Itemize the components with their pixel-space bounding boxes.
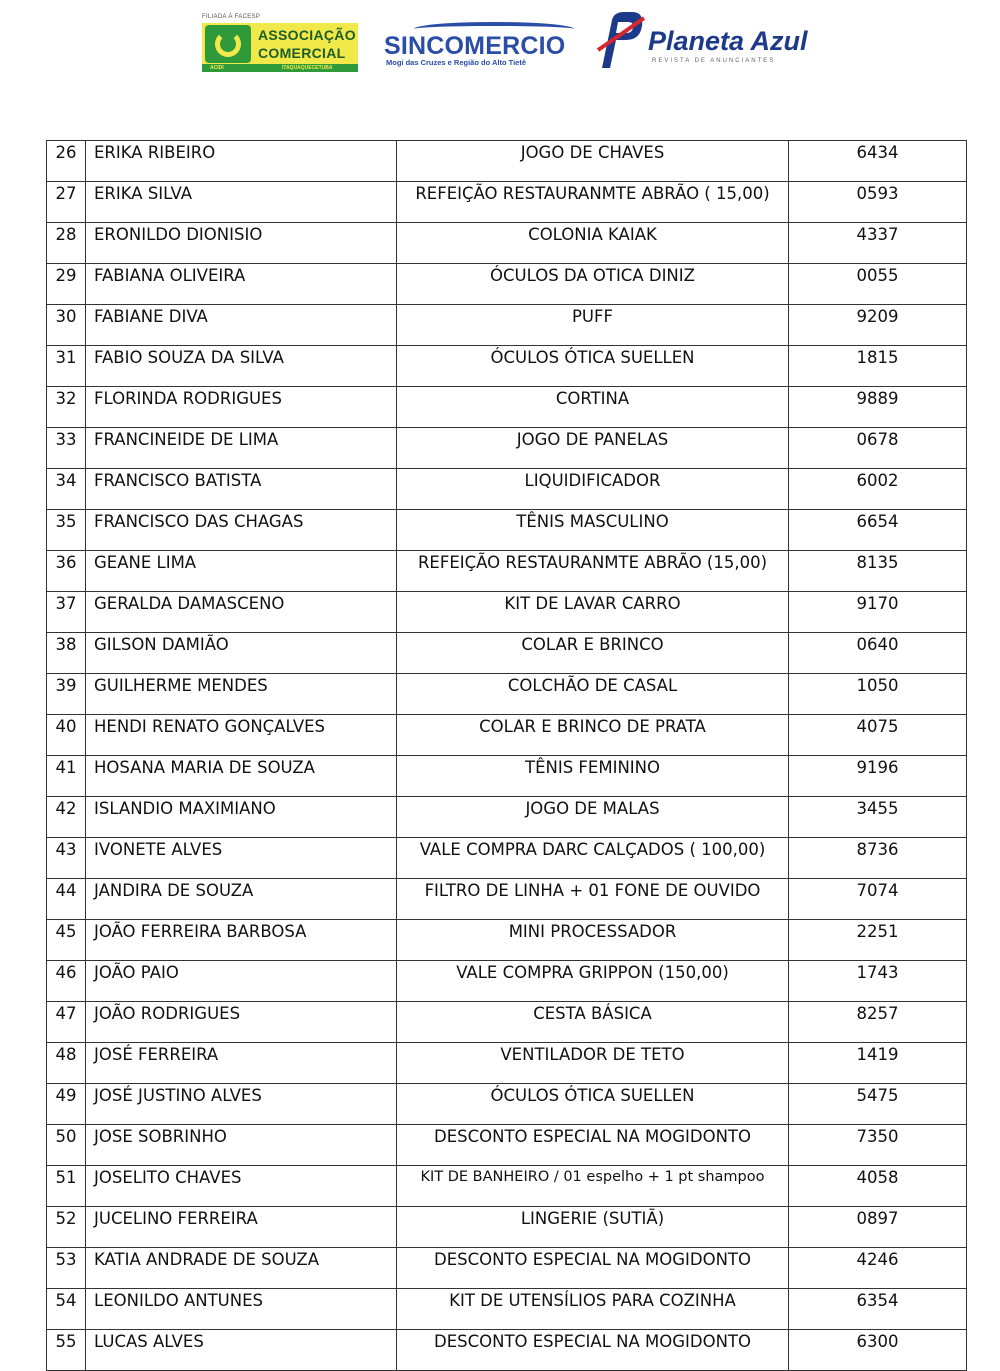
winner-name: ERONILDO DIONISIO [94,225,263,244]
winner-name-cell [86,838,397,879]
ticket-code-cell [789,633,967,674]
row-number: 52 [55,1209,77,1228]
row-number: 29 [55,266,77,285]
prize-description: VALE COMPRA GRIPPON (150,00) [456,963,729,982]
prize-description-cell [397,1043,789,1084]
winner-name: ERIKA SILVA [94,184,193,203]
prize-description: LIQUIDIFICADOR [524,471,661,490]
sincomercio-wordmark: SINCOMERCIO [384,32,566,60]
row-number-cell [47,1289,86,1330]
row-number-cell [47,469,86,510]
table-row [47,920,967,961]
winner-name-cell [86,264,397,305]
winner-name-cell [86,756,397,797]
prize-description: KIT DE BANHEIRO / 01 espelho + 1 pt shampoo [420,1169,765,1185]
winner-name-cell [86,879,397,920]
table-row [47,797,967,838]
prize-description-cell [397,469,789,510]
table-row [47,674,967,715]
row-number: 51 [55,1168,77,1187]
winner-name-cell [86,223,397,264]
ticket-code-cell [789,715,967,756]
row-number: 46 [55,963,77,982]
table-row [47,1125,967,1166]
prize-description: KIT DE UTENSÍLIOS PARA COZINHA [449,1291,736,1310]
table-row [47,961,967,1002]
row-number-cell [47,551,86,592]
winner-name-cell [86,1289,397,1330]
row-number: 43 [55,840,77,859]
table-row [47,1289,967,1330]
table-row [47,387,967,428]
table-row [47,1248,967,1289]
winner-name-cell [86,715,397,756]
row-number: 50 [55,1127,77,1146]
ticket-code-cell [789,838,967,879]
winner-name: FABIO SOUZA DA SILVA [94,348,284,367]
prize-description-cell [397,1002,789,1043]
prize-description: ÓCULOS DA OTICA DINIZ [490,266,695,285]
table-row [47,141,967,182]
ticket-code: 5475 [856,1086,899,1105]
winner-name-cell [86,387,397,428]
planeta-azul-wordmark: Planeta Azul [648,26,808,56]
prize-description-cell [397,1084,789,1125]
ticket-code: 9209 [856,307,899,326]
prize-description-cell [397,1166,789,1207]
prize-description: ÓCULOS ÓTICA SUELLEN [490,348,695,367]
sincomercio-logo [384,22,584,68]
row-number: 30 [55,307,77,326]
ticket-code-cell [789,182,967,223]
table-row [47,182,967,223]
winners-table-container [46,140,956,1371]
ticket-code: 6002 [856,471,899,490]
ticket-code: 4058 [856,1168,899,1187]
table-row [47,879,967,920]
row-number: 44 [55,881,77,900]
ticket-code-cell [789,305,967,346]
table-row [47,1166,967,1207]
winner-name-cell [86,961,397,1002]
prize-description: COLAR E BRINCO [521,635,664,654]
ticket-code: 1743 [856,963,899,982]
ticket-code: 1419 [856,1045,899,1064]
winner-name-cell [86,428,397,469]
planeta-azul-subtitle: REVISTA DE ANUNCIANTES [652,58,776,64]
winner-name-cell [86,920,397,961]
row-number-cell [47,1166,86,1207]
winner-name-cell [86,797,397,838]
ticket-code: 7074 [856,881,899,900]
prize-description: TÊNIS MASCULINO [516,512,669,531]
ring-emblem-icon [205,25,251,63]
winner-name: GILSON DAMIÃO [94,635,229,654]
ticket-code: 6654 [856,512,899,531]
planet-p-icon [596,10,646,70]
ticket-code-cell [789,1002,967,1043]
ticket-code: 9196 [856,758,899,777]
row-number-cell [47,387,86,428]
winner-name-cell [86,1166,397,1207]
winner-name-cell [86,1125,397,1166]
winner-name: JOSELITO CHAVES [94,1168,242,1187]
prize-description: CESTA BÁSICA [533,1004,652,1023]
row-number: 36 [55,553,77,572]
ticket-code-cell [789,797,967,838]
prize-description: TÊNIS FEMININO [525,758,660,777]
row-number-cell [47,428,86,469]
prize-description-cell [397,920,789,961]
ticket-code: 7350 [856,1127,899,1146]
row-number: 40 [55,717,77,736]
table-row [47,346,967,387]
winner-name: JOSÉ FERREIRA [94,1045,219,1064]
winner-name-cell [86,141,397,182]
row-number: 45 [55,922,77,941]
row-number: 41 [55,758,77,777]
winner-name-cell [86,592,397,633]
prize-description-cell [397,1125,789,1166]
ticket-code-cell [789,1207,967,1248]
row-number: 38 [55,635,77,654]
row-number-cell [47,510,86,551]
winner-name: ERIKA RIBEIRO [94,143,216,162]
logo-line-2: COMERCIAL [258,45,346,61]
ticket-code-cell [789,961,967,1002]
ticket-code-cell [789,387,967,428]
table-row [47,1084,967,1125]
row-number-cell [47,141,86,182]
ticket-code-cell [789,1166,967,1207]
prize-description: DESCONTO ESPECIAL NA MOGIDONTO [433,1127,751,1146]
table-row [47,305,967,346]
prize-description: LINGERIE (SUTIÃ) [520,1209,665,1228]
prize-description-cell [397,182,789,223]
ticket-code: 9170 [856,594,899,613]
associacao-comercial-logo [202,14,358,72]
winner-name-cell [86,1002,397,1043]
row-number-cell [47,674,86,715]
ticket-code-cell [789,551,967,592]
winner-name: JUCELINO FERREIRA [94,1209,258,1228]
ticket-code-cell [789,1084,967,1125]
winner-name-cell [86,1330,397,1371]
row-number-cell [47,1043,86,1084]
prize-description: VENTILADOR DE TETO [500,1045,685,1064]
table-row [47,551,967,592]
row-number: 39 [55,676,77,695]
row-number-cell [47,756,86,797]
prize-description-cell [397,264,789,305]
table-row [47,223,967,264]
prize-description-cell [397,510,789,551]
ticket-code-cell [789,1289,967,1330]
winner-name-cell [86,346,397,387]
ticket-code-cell [789,592,967,633]
row-number: 37 [55,594,77,613]
prize-description: COLCHÃO DE CASAL [507,676,678,695]
logo-footer-left: ACIDI [210,65,224,71]
winner-name-cell [86,510,397,551]
winner-name: LUCAS ALVES [94,1332,204,1351]
winner-name-cell [86,305,397,346]
prize-description: COLAR E BRINCO DE PRATA [479,717,706,736]
winner-name: HOSANA MARIA DE SOUZA [94,758,315,777]
row-number-cell [47,633,86,674]
ticket-code: 0055 [856,266,899,285]
ticket-code-cell [789,1330,967,1371]
ticket-code-cell [789,756,967,797]
ticket-code: 3455 [856,799,899,818]
ticket-code-cell [789,920,967,961]
row-number-cell [47,920,86,961]
winner-name: LEONILDO ANTUNES [94,1291,263,1310]
winner-name-cell [86,1043,397,1084]
row-number-cell [47,797,86,838]
prize-description: VALE COMPRA DARC CALÇADOS ( 100,00) [419,840,766,859]
row-number: 31 [55,348,77,367]
row-number-cell [47,305,86,346]
winner-name-cell [86,469,397,510]
table-row [47,715,967,756]
winner-name-cell [86,551,397,592]
winner-name-cell [86,674,397,715]
row-number-cell [47,182,86,223]
row-number-cell [47,879,86,920]
row-number: 55 [55,1332,77,1351]
table-row [47,756,967,797]
winner-name: FRANCINEIDE DE LIMA [94,430,279,449]
ticket-code-cell [789,510,967,551]
ticket-code: 0593 [856,184,899,203]
prize-description: JOGO DE CHAVES [520,143,665,162]
winner-name-cell [86,1248,397,1289]
prize-description: REFEIÇÃO RESTAURANMTE ABRÃO (15,00) [417,553,768,572]
logo-body [202,23,358,72]
ticket-code: 4075 [856,717,899,736]
logo-top-text: FILIADA À FACESP [202,14,261,20]
prize-description-cell [397,1289,789,1330]
ticket-code-cell [789,141,967,182]
row-number-cell [47,838,86,879]
table-row [47,469,967,510]
row-number: 27 [55,184,77,203]
prize-description: COLONIA KAIAK [528,225,657,244]
table-row [47,428,967,469]
prize-description-cell [397,1207,789,1248]
row-number-cell [47,715,86,756]
winner-name: IVONETE ALVES [94,840,223,859]
row-number: 48 [55,1045,77,1064]
winner-name: FLORINDA RODRIGUES [94,389,282,408]
ticket-code-cell [789,346,967,387]
row-number-cell [47,1248,86,1289]
winner-name: FRANCISCO DAS CHAGAS [94,512,304,531]
row-number: 32 [55,389,77,408]
ticket-code: 6300 [856,1332,899,1351]
row-number: 26 [55,143,77,162]
prize-description-cell [397,592,789,633]
winner-name-cell [86,1207,397,1248]
ticket-code-cell [789,674,967,715]
winner-name: JOÃO RODRIGUES [94,1004,241,1023]
table-row [47,633,967,674]
table-row [47,838,967,879]
winner-name: KATIA ANDRADE DE SOUZA [94,1250,320,1269]
row-number: 53 [55,1250,77,1269]
ticket-code: 8135 [856,553,899,572]
ticket-code: 9889 [856,389,899,408]
ticket-code: 8257 [856,1004,899,1023]
planeta-azul-logo [596,10,810,72]
row-number: 42 [55,799,77,818]
prize-description-cell [397,141,789,182]
table-row [47,1330,967,1371]
row-number-cell [47,592,86,633]
ticket-code-cell [789,469,967,510]
prize-description-cell [397,961,789,1002]
ticket-code-cell [789,264,967,305]
ticket-code: 0640 [856,635,899,654]
table-row [47,510,967,551]
logo-footer-right: ITAQUAQUECETUBA [282,65,333,71]
prize-description: PUFF [571,307,613,326]
row-number: 35 [55,512,77,531]
prize-description-cell [397,674,789,715]
ticket-code-cell [789,1125,967,1166]
page-header [0,0,1000,80]
table-row [47,1043,967,1084]
row-number-cell [47,1002,86,1043]
ticket-code: 6354 [856,1291,899,1310]
row-number-cell [47,961,86,1002]
ticket-code: 0897 [856,1209,899,1228]
prize-description: REFEIÇÃO RESTAURANMTE ABRÃO ( 15,00) [415,184,770,203]
table-row [47,264,967,305]
prize-description: KIT DE LAVAR CARRO [504,594,681,613]
row-number: 28 [55,225,77,244]
row-number-cell [47,264,86,305]
prize-description-cell [397,1248,789,1289]
ticket-code: 4337 [856,225,899,244]
table-row [47,592,967,633]
prize-description-cell [397,756,789,797]
table-row [47,1207,967,1248]
ticket-code: 0678 [856,430,899,449]
logo-footer-band [202,64,358,72]
row-number: 34 [55,471,77,490]
winner-name: JOSÉ JUSTINO ALVES [94,1086,262,1105]
prize-description: FILTRO DE LINHA + 01 FONE DE OUVIDO [424,881,761,900]
ticket-code-cell [789,1248,967,1289]
winner-name: GERALDA DAMASCENO [94,594,285,613]
prize-description: DESCONTO ESPECIAL NA MOGIDONTO [433,1332,751,1351]
ticket-code: 1815 [856,348,899,367]
prize-description: JOGO DE PANELAS [516,430,669,449]
prize-description-cell [397,879,789,920]
row-number: 33 [55,430,77,449]
prize-description: ÓCULOS ÓTICA SUELLEN [490,1086,695,1105]
row-number-cell [47,346,86,387]
prize-description: DESCONTO ESPECIAL NA MOGIDONTO [433,1250,751,1269]
winner-name-cell [86,633,397,674]
logo-line-1: ASSOCIAÇÃO [258,27,356,43]
prize-description-cell [397,797,789,838]
prize-description: MINI PROCESSADOR [508,922,677,941]
winner-name-cell [86,182,397,223]
row-number: 54 [55,1291,77,1310]
prize-description-cell [397,551,789,592]
winner-name: FABIANA OLIVEIRA [94,266,246,285]
row-number: 49 [55,1086,77,1105]
ticket-code: 1050 [856,676,899,695]
winner-name: GEANE LIMA [94,553,197,572]
ticket-code: 4246 [856,1250,899,1269]
winner-name: FRANCISCO BATISTA [94,471,262,490]
prize-description-cell [397,1330,789,1371]
prize-description-cell [397,346,789,387]
ticket-code-cell [789,1043,967,1084]
prize-description-cell [397,223,789,264]
prize-description: JOGO DE MALAS [525,799,660,818]
winner-name: JANDIRA DE SOUZA [94,881,254,900]
winner-name: ISLANDIO MAXIMIANO [94,799,276,818]
ticket-code-cell [789,428,967,469]
prize-description-cell [397,387,789,428]
row-number-cell [47,223,86,264]
winner-name: JOÃO FERREIRA BARBOSA [94,922,307,941]
row-number-cell [47,1125,86,1166]
ticket-code: 2251 [856,922,899,941]
table-row [47,1002,967,1043]
prize-description-cell [397,633,789,674]
prize-description-cell [397,428,789,469]
row-number-cell [47,1084,86,1125]
prize-description-cell [397,305,789,346]
row-number: 47 [55,1004,77,1023]
winners-table [46,140,967,1371]
ticket-code-cell [789,223,967,264]
ticket-code: 8736 [856,840,899,859]
prize-description: CORTINA [555,389,630,408]
winner-name: FABIANE DIVA [94,307,208,326]
prize-description-cell [397,715,789,756]
ticket-code: 6434 [856,143,899,162]
row-number-cell [47,1330,86,1371]
ticket-code-cell [789,879,967,920]
winner-name: JOSE SOBRINHO [94,1127,227,1146]
prize-description-cell [397,838,789,879]
sincomercio-subtitle: Mogi das Cruzes e Região do Alto Tietê [386,58,527,67]
winner-name: JOÃO PAIO [94,963,179,982]
winner-name-cell [86,1084,397,1125]
winner-name: HENDI RENATO GONÇALVES [94,717,326,736]
winner-name: GUILHERME MENDES [94,676,268,695]
row-number-cell [47,1207,86,1248]
